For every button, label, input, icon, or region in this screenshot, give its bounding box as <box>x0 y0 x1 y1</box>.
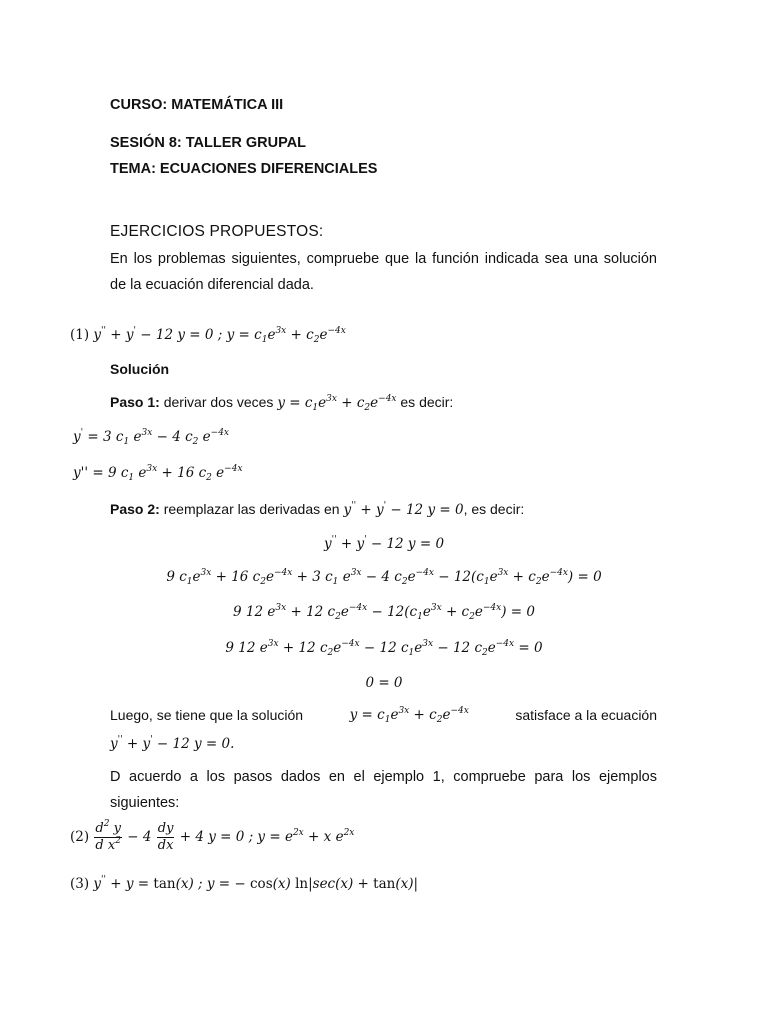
conclusion-line-2: y'' + y' − 12 y = 0. <box>110 735 235 752</box>
derivation-result: 0 = 0 <box>365 675 403 691</box>
conclusion-line-1: Luego, se tiene que la solución $y = c_1e^{3x} + c_2e^{-4x}$ satisface a la ecuación <box>110 706 657 725</box>
topic-title: TEMA: ECUACIONES DIFERENCIALES <box>110 161 378 177</box>
derivation-line-1: y'' + y' − 12 y = 0 <box>323 535 445 552</box>
problem-3: (3) y'' + y = tan(x) ; y = − cos(x) ln|sec(x) + tan(x)| <box>70 875 419 892</box>
step-1: Paso 1: derivar dos veces $y = c_1e^{3x} + c_2e^{-4x}$ es decir: <box>110 394 454 413</box>
closing-paragraph: D acuerdo a los pasos dados en el ejemplo 1, compruebe para los ejemplos siguientes: <box>110 769 657 811</box>
problem-2: (2) $\frac{d^2 y}{d x^2}$ − 4 $\frac{dy}{dx}$ + 4 y = 0 ; $y = e^{2x} + x$ $e^{2x}$ <box>70 819 355 853</box>
section-title: EJERCICIOS PROPUESTOS: <box>110 223 324 240</box>
course-title: CURSO: MATEMÁTICA III <box>110 97 284 113</box>
problem-1: (1) y'' + y' − 12 y = 0 ; $y = c_1e^{3x} + c_2e^{-4x}$ <box>70 326 346 345</box>
first-derivative: y' = 3 $c_1$ $e^{3x} - 4$ $c_2$ $e^{-4x}$ <box>73 428 229 447</box>
intro-paragraph: En los problemas siguientes, compruebe que la función indicada sea una solución de la ecuación diferencial dada. <box>110 251 657 293</box>
solution-label: Solución <box>110 361 170 377</box>
second-derivative: y'' = 9 $c_1$ $e^{3x} + 16$ $c_2$ $e^{-4x}$ <box>73 464 243 483</box>
derivation-line-4: 9 12 $e^{3x} + 12$ $c_2e^{-4x} - 12$ $c_1e^{3x} - 12$ $c_2e^{-4x} = 0$ <box>225 639 543 658</box>
derivation-line-3: 9 12 $e^{3x} + 12$ $c_2e^{-4x} - 12(c_1e^{3x} + c_2e^{-4x}) = 0$ <box>233 603 535 622</box>
derivation-line-2: 9 $c_1e^{3x} + 16$ $c_2e^{-4x} + 3$ $c_1$ $e^{3x} - 4$ $c_2e^{-4x} - 12(c_1e^{3x} + c_2e^{-4x}) = 0$ <box>166 568 602 587</box>
step-2: Paso 2: reemplazar las derivadas en y'' + y' − 12 y = 0, es decir: <box>110 501 525 518</box>
session-title: SESIÓN 8: TALLER GRUPAL <box>110 135 307 151</box>
